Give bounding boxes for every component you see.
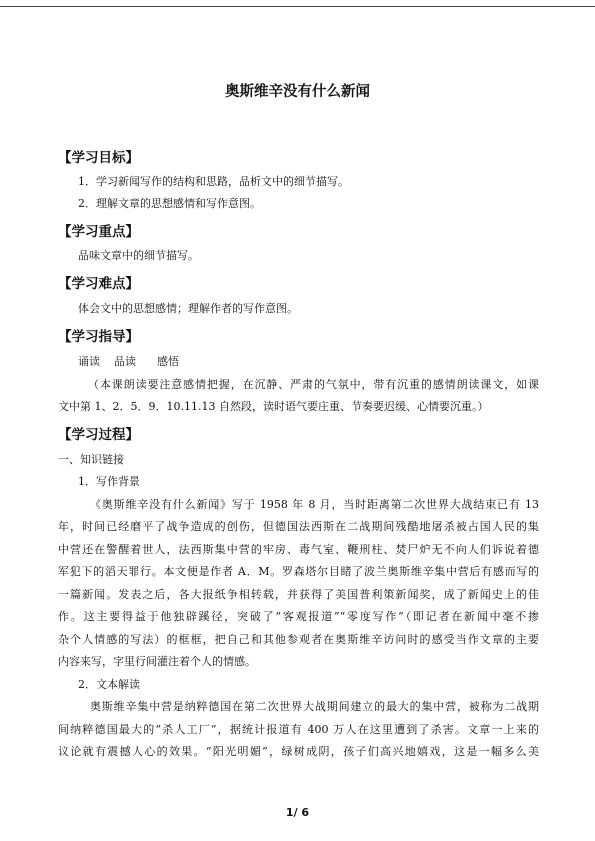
paragraph-line: 内容来写，字里行间灌注着个人的情感。 bbox=[58, 655, 256, 668]
goal-item: 2．理解文章的思想感情和写作意图。 bbox=[78, 197, 261, 210]
difficulty-text: 体会文中的思想感情；理解作者的写作意图。 bbox=[78, 302, 298, 315]
subsection-background: 1．写作背景 bbox=[78, 475, 140, 488]
goal-item: 1．学习新闻写作的结构和思路，品析文中的细节描写。 bbox=[78, 175, 349, 188]
paragraph-line: 作。这主要得益于他独辟蹊径，突破了“客观报道”“零度写作”（即记者在新闻中毫不掺 bbox=[58, 610, 539, 623]
heading-difficulty: 【学习难点】 bbox=[58, 276, 139, 292]
paragraph-line: 间纳粹德国最大的“杀人工厂”，据统计报道有 400 万人在这里遭到了杀害。文章一上来的 bbox=[58, 723, 539, 736]
paragraph-line: 《奥斯维辛没有什么新闻》写于 1958 年 8 月，当时距离第二次世界大战结束已有 13 bbox=[90, 498, 539, 511]
guide-methods: 诵读 品读 感悟 bbox=[78, 355, 179, 368]
paragraph-line: 军犯下的滔天罪行。本文便是作者 A．M。罗森塔尔目睹了波兰奥斯维辛集中营后有感而写的 bbox=[58, 565, 539, 578]
header-rule bbox=[0, 6, 595, 7]
page-number: 1/ 6 bbox=[285, 806, 310, 819]
heading-process: 【学习过程】 bbox=[58, 427, 139, 443]
paragraph-line: 议论就有震撼人心的效果。“阳光明媚”，绿树成阴，孩子们高兴地嬉戏，这是一幅多么美 bbox=[58, 745, 539, 758]
subsection-text-reading: 2．文本解读 bbox=[78, 678, 140, 691]
guide-note-line: （本课朗读要注意感情把握，在沉静、严肃的气氛中，带有沉重的感情朗读课文，如课 bbox=[88, 378, 539, 391]
paragraph-line: 奥斯维辛集中营是纳粹德国在第二次世界大战期间建立的最大的集中营，被称为二战期 bbox=[90, 700, 539, 713]
document-title: 奥斯维辛没有什么新闻 bbox=[225, 84, 370, 100]
paragraph-line: 杂个人情感的写法）的框框，把自己和其他参观者在奥斯维辛访问时的感受当作文章的主要 bbox=[58, 633, 539, 646]
heading-guide: 【学习指导】 bbox=[58, 329, 139, 345]
paragraph-line: 中营还在警醒着世人，法西斯集中营的牢房、毒气室、鞭刑柱、焚尸炉无不向人们诉说着德 bbox=[58, 543, 539, 556]
guide-note-line: 文中第 1、2．5．9．10.11.13 自然段，读时语气要庄重、节奏要迟缓、心情要沉重。） bbox=[58, 400, 489, 413]
paragraph-line: 一篇新闻。发表之后，各大报纸争相转载，并获得了美国普利策新闻奖，成了新闻史上的佳 bbox=[58, 588, 539, 601]
heading-goals: 【学习目标】 bbox=[58, 150, 139, 166]
focus-text: 品味文章中的细节描写。 bbox=[78, 249, 199, 262]
paragraph-line: 年，时间已经磨平了战争造成的创伤，但德国法西斯在二战期间残酷地屠杀被占国人民的集 bbox=[58, 520, 539, 533]
section-knowledge-link: 一、知识链接 bbox=[58, 453, 124, 466]
heading-focus: 【学习重点】 bbox=[58, 224, 139, 240]
